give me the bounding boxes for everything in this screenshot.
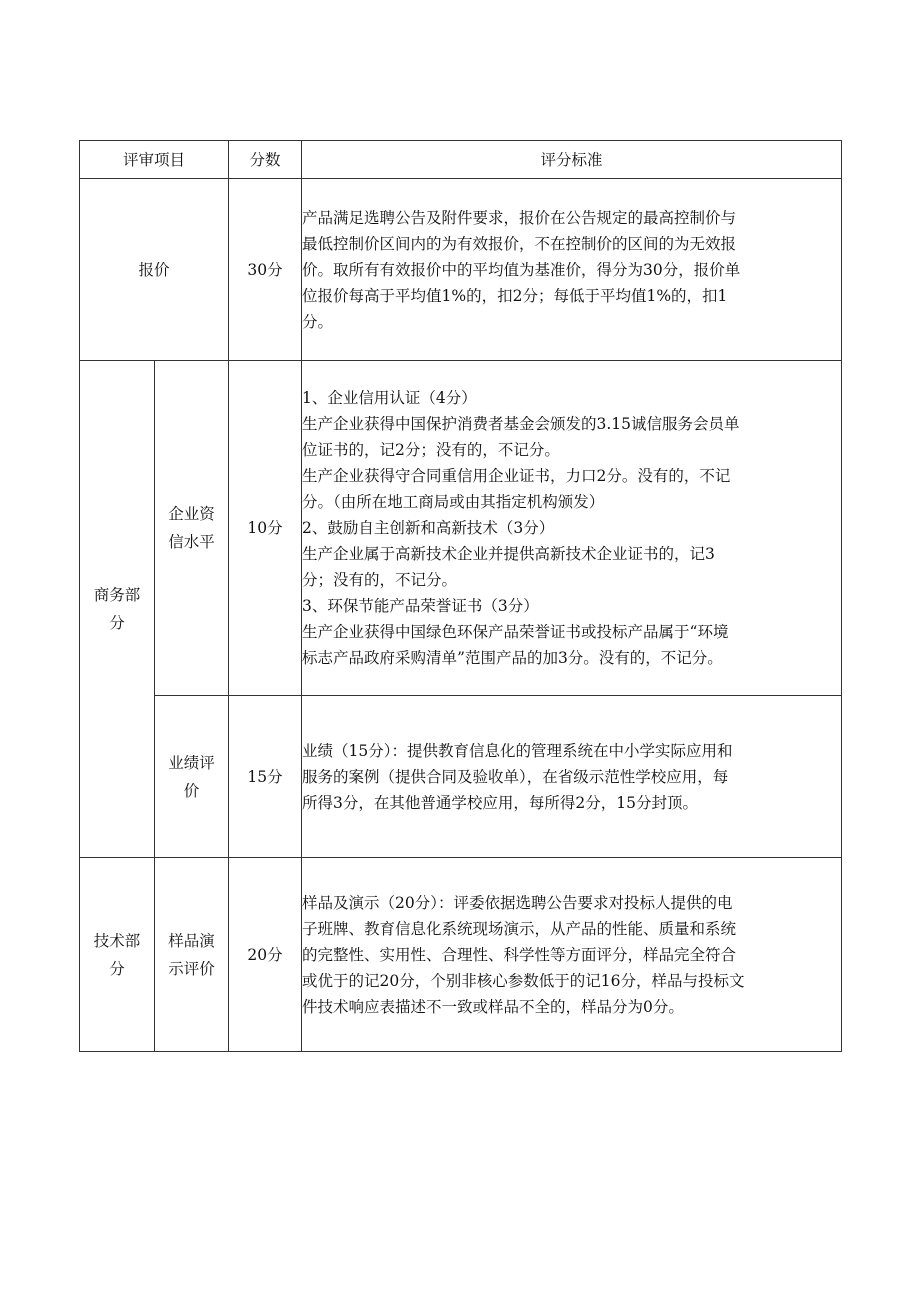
sample-item-label: 样品演示评价	[168, 931, 215, 978]
qualification-criteria	[302, 361, 842, 696]
header-score: 分数	[229, 141, 302, 179]
criteria-line: 位报价每高于平均值1%的，扣2分；每低于平均值1%的，扣1	[302, 286, 728, 305]
qualification-item-label: 企业资信水平	[168, 505, 215, 551]
table-row-qualification	[80, 361, 842, 696]
scoring-table	[79, 140, 842, 1052]
table-row-sample	[80, 858, 842, 1052]
criteria-line: 生产企业获得守合同重信用企业证书，力口2分。没有的，不记	[302, 467, 731, 485]
qualification-item	[155, 361, 229, 696]
price-item: 报价	[80, 179, 229, 361]
criteria-line: 的完整性、实用性、合理性、科学性等方面评分，样品完全符合	[302, 945, 737, 964]
header-criteria: 评分标准	[302, 141, 842, 179]
criteria-line: 价。取所有有效报价中的平均值为基准价，得分为30分，报价单	[302, 260, 741, 279]
criteria-line: 件技术响应表描述不一致或样品不全的，样品分为0分。	[302, 997, 684, 1016]
price-criteria	[302, 179, 842, 361]
criteria-line: 服务的案例（提供合同及验收单），在省级示范性学校应用，每	[302, 767, 729, 786]
performance-criteria	[302, 696, 842, 858]
performance-item	[155, 696, 229, 858]
sample-item	[155, 858, 229, 1052]
business-category-label: 商务部分	[93, 586, 141, 632]
criteria-line: 位证书的，记2分；没有的，不记分。	[302, 441, 560, 459]
table-header-row	[80, 141, 842, 179]
criteria-line: 分。（由所在地工商局或由其指定机构颁发）	[302, 493, 605, 511]
criteria-line: 业绩（15分）：提供教育信息化的管理系统在中小学实际应用和	[302, 741, 733, 760]
sample-score: 20分	[229, 858, 302, 1052]
criteria-line: 最低控制价区间内的为有效报价，不在控制价的区间的为无效报	[302, 234, 737, 253]
sample-criteria	[302, 858, 842, 1052]
price-score: 30分	[229, 179, 302, 361]
criteria-line: 分；没有的，不记分。	[302, 571, 458, 589]
criteria-line: 子班牌、教育信息化系统现场演示，从产品的性能、质量和系统	[302, 919, 737, 938]
criteria-line: 或优于的记20分，个别非核心参数低于的记16分，样品与投标文	[302, 971, 745, 990]
criteria-line: 所得3分，在其他普通学校应用，每所得2分，15分封顶。	[302, 793, 698, 812]
criteria-line: 生产企业获得中国绿色环保产品荣誉证书或投标产品属于“环境	[302, 623, 729, 641]
header-item: 评审项目	[80, 141, 229, 179]
table-row-performance	[80, 696, 842, 858]
criteria-line: 生产企业获得中国保护消费者基金会颁发的3.15诚信服务会员单	[302, 415, 740, 433]
qualification-score: 10分	[229, 361, 302, 696]
criteria-line: 样品及演示（20分）：评委依据选聘公告要求对投标人提供的电	[302, 893, 733, 912]
criteria-line: 标志产品政府采购清单”范围产品的加3分。没有的，不记分。	[302, 649, 723, 667]
performance-item-label: 业绩评价	[168, 753, 215, 800]
criteria-line: 产品满足选聘公告及附件要求，报价在公告规定的最高控制价与	[302, 208, 737, 227]
technical-category	[80, 858, 155, 1052]
criteria-line: 分。	[302, 312, 334, 331]
criteria-line: 生产企业属于高新技术企业并提供高新技术企业证书的，记3	[302, 545, 715, 563]
criteria-line: 1、企业信用认证（4分）	[302, 389, 477, 407]
table-row-price	[80, 179, 842, 361]
business-category	[80, 361, 155, 858]
performance-score: 15分	[229, 696, 302, 858]
criteria-line: 3、环保节能产品荣誉证书（3分）	[302, 597, 539, 615]
criteria-line: 2、鼓励自主创新和高新技术（3分）	[302, 519, 555, 537]
technical-category-label: 技术部分	[93, 931, 141, 978]
